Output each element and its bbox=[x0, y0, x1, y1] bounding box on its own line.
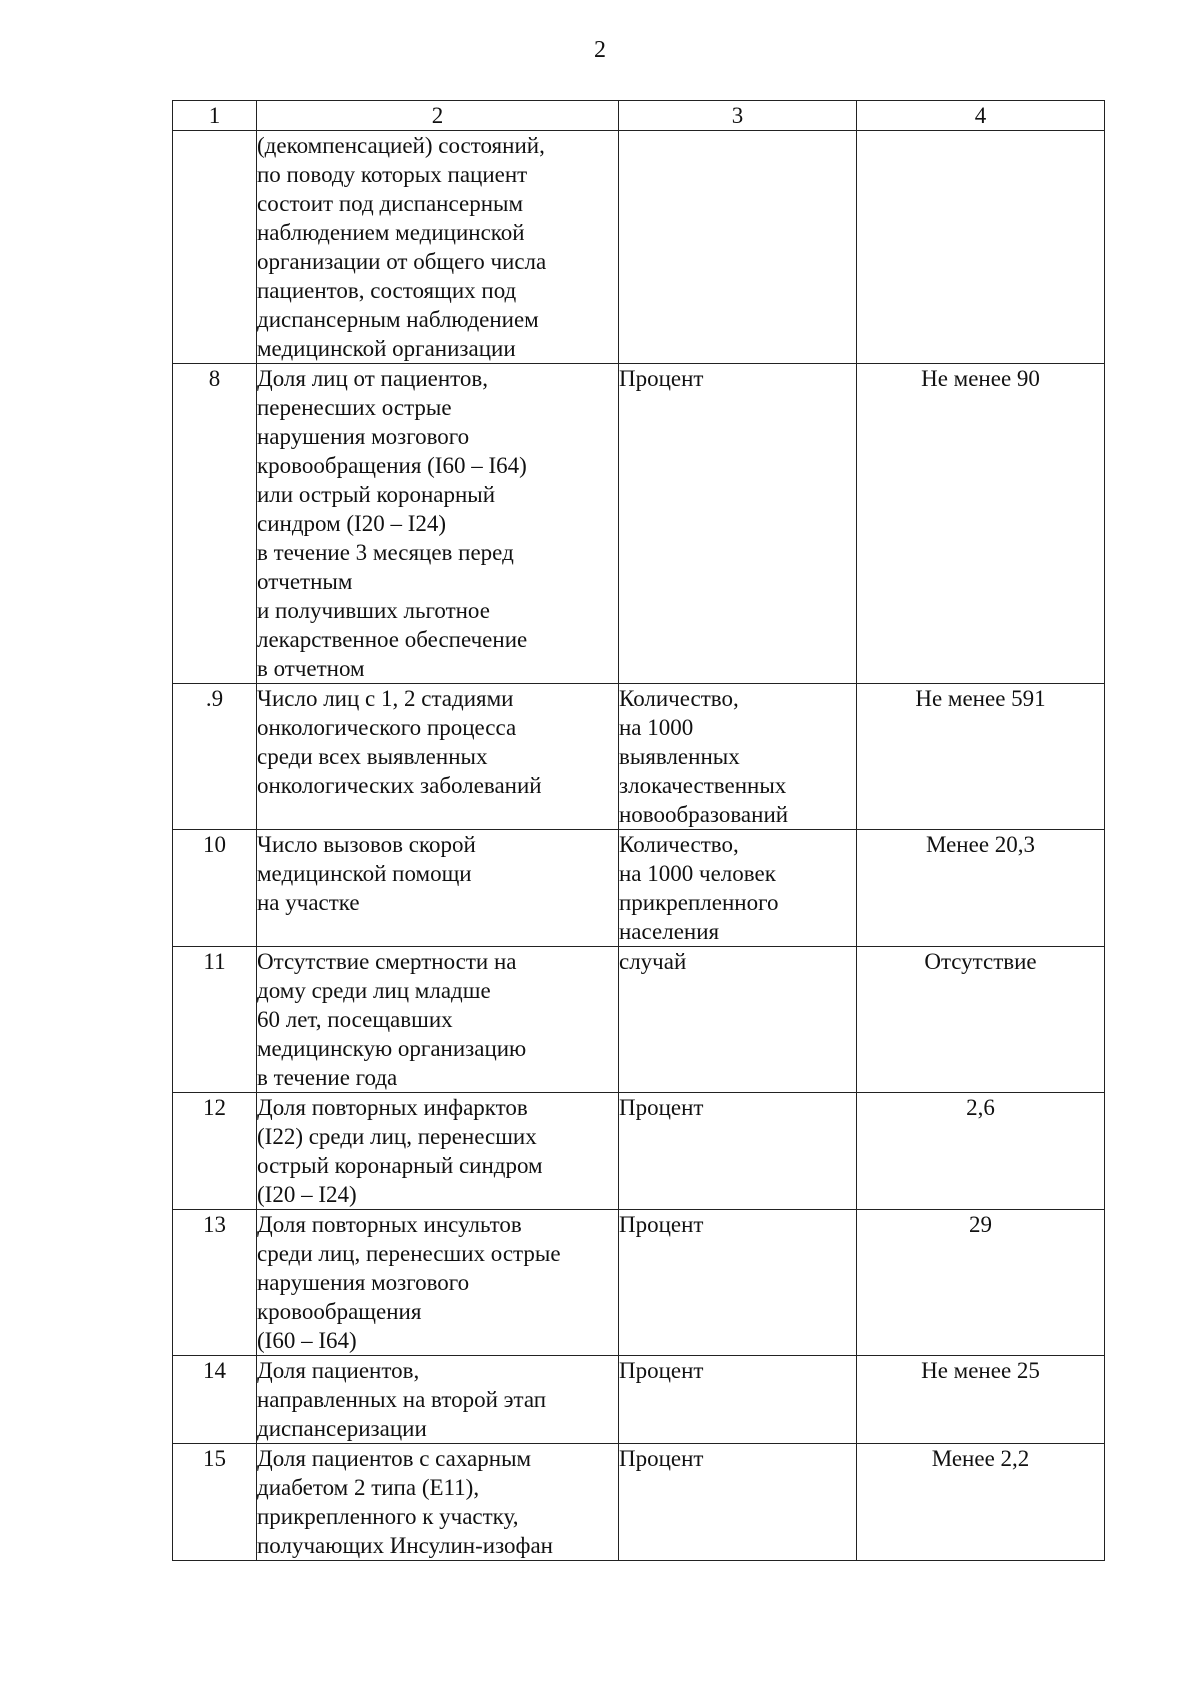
row-number: 10 bbox=[173, 830, 257, 947]
row-number bbox=[173, 131, 257, 364]
target-value: Менее 2,2 bbox=[857, 1444, 1105, 1561]
row-number: 15 bbox=[173, 1444, 257, 1561]
table-row bbox=[173, 684, 1105, 830]
indicators-table bbox=[172, 100, 1105, 1561]
indicator-name: Доля пациентов, направленных на второй этап диспансеризации bbox=[257, 1356, 619, 1444]
table-row bbox=[173, 1093, 1105, 1210]
row-number: 12 bbox=[173, 1093, 257, 1210]
target-value: Не менее 25 bbox=[857, 1356, 1105, 1444]
target-value: Менее 20,3 bbox=[857, 830, 1105, 947]
target-value: Отсутствие bbox=[857, 947, 1105, 1093]
unit-of-measure: Процент bbox=[619, 364, 857, 684]
table-row bbox=[173, 1444, 1105, 1561]
target-value: Не менее 90 bbox=[857, 364, 1105, 684]
table-row bbox=[173, 1210, 1105, 1356]
indicator-name: (декомпенсацией) состояний, по поводу которых пациент состоит под диспансерным наблюдением медицинской организации от общего числа пациентов, состоящих под диспансерным наблюдением медицинской организации bbox=[257, 131, 619, 364]
unit-of-measure: Процент bbox=[619, 1210, 857, 1356]
column-header-4: 4 bbox=[857, 101, 1105, 131]
unit-of-measure: Процент bbox=[619, 1444, 857, 1561]
row-number: .9 bbox=[173, 684, 257, 830]
row-number: 8 bbox=[173, 364, 257, 684]
table-header-row bbox=[173, 101, 1105, 131]
indicator-name: Число лиц с 1, 2 стадиями онкологического процесса среди всех выявленных онкологических заболеваний bbox=[257, 684, 619, 830]
table-row bbox=[173, 830, 1105, 947]
indicator-name: Доля повторных инсультов среди лиц, перенесших острые нарушения мозгового кровообращения (I60 – I64) bbox=[257, 1210, 619, 1356]
table-row bbox=[173, 364, 1105, 684]
column-header-2: 2 bbox=[257, 101, 619, 131]
indicator-name: Отсутствие смертности на дому среди лиц младше 60 лет, посещавших медицинскую организацию в течение года bbox=[257, 947, 619, 1093]
table-body bbox=[173, 131, 1105, 1561]
indicator-name: Число вызовов скорой медицинской помощи на участке bbox=[257, 830, 619, 947]
target-value bbox=[857, 131, 1105, 364]
unit-of-measure: Количество, на 1000 человек прикрепленного населения bbox=[619, 830, 857, 947]
indicator-name: Доля лиц от пациентов, перенесших острые нарушения мозгового кровообращения (I60 – I64) или острый коронарный синдром (I20 – I24) в течение 3 месяцев перед отчетным и получивших льготное лекарственное обеспечение в отчетном bbox=[257, 364, 619, 684]
unit-of-measure: Процент bbox=[619, 1093, 857, 1210]
row-number: 14 bbox=[173, 1356, 257, 1444]
row-number: 11 bbox=[173, 947, 257, 1093]
row-number: 13 bbox=[173, 1210, 257, 1356]
unit-of-measure: случай bbox=[619, 947, 857, 1093]
page-number: 2 bbox=[594, 37, 606, 63]
unit-of-measure bbox=[619, 131, 857, 364]
table-row bbox=[173, 131, 1105, 364]
target-value: 29 bbox=[857, 1210, 1105, 1356]
target-value: 2,6 bbox=[857, 1093, 1105, 1210]
indicator-name: Доля повторных инфарктов (I22) среди лиц, перенесших острый коронарный синдром (I20 – I24) bbox=[257, 1093, 619, 1210]
unit-of-measure: Процент bbox=[619, 1356, 857, 1444]
column-header-1: 1 bbox=[173, 101, 257, 131]
table-row bbox=[173, 1356, 1105, 1444]
unit-of-measure: Количество, на 1000 выявленных злокачественных новообразований bbox=[619, 684, 857, 830]
indicator-name: Доля пациентов с сахарным диабетом 2 типа (E11), прикрепленного к участку, получающих Инсулин-изофан bbox=[257, 1444, 619, 1561]
table-row bbox=[173, 947, 1105, 1093]
column-header-3: 3 bbox=[619, 101, 857, 131]
target-value: Не менее 591 bbox=[857, 684, 1105, 830]
